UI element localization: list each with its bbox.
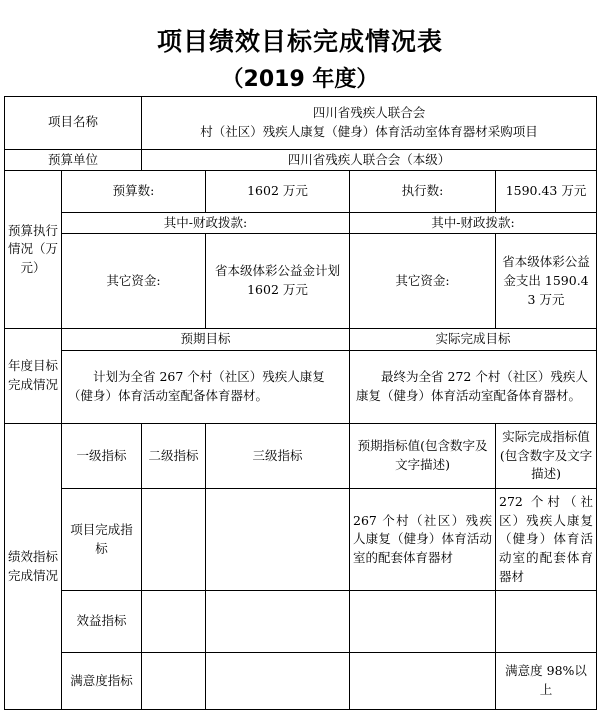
other-funds-label-left: 其它资金: <box>62 234 206 329</box>
level2-indicator-header: 二级指标 <box>142 424 206 489</box>
project-name-line2: 村（社区）残疾人康复（健身）体育活动室体育器材采购项目 <box>200 123 538 139</box>
other-funds-row <box>5 234 597 329</box>
level1-indicator: 满意度指标 <box>62 653 142 710</box>
level2-indicator <box>142 653 206 710</box>
other-funds-value-left: 省本级体彩公益金计划 1602 万元 <box>206 234 350 329</box>
level3-indicator <box>206 653 350 710</box>
expected-value-header: 预期指标值(包含数字及文字描述) <box>350 424 496 489</box>
execution-value: 1590.43 万元 <box>496 171 597 212</box>
annual-goals-row <box>5 350 597 423</box>
project-name-line1: 四川省残疾人联合会 <box>312 105 426 121</box>
budget-execution-section-label: 预算执行情况（万元） <box>5 171 62 329</box>
actual-value: 272 个村（社区）残疾人康复（健身）体育活动室的配套体育器材 <box>496 489 597 591</box>
fiscal-allocation-label-right: 其中-财政拨款: <box>350 212 597 234</box>
project-name-label: 项目名称 <box>5 97 142 150</box>
level2-indicator <box>142 591 206 653</box>
expected-goals-text: 计划为全省 267 个村（社区）残疾人康复（健身）体育活动室配备体育器材。 <box>62 350 350 423</box>
page-subtitle: （2019 年度） <box>221 67 379 92</box>
project-name-value <box>142 97 597 150</box>
indicators-section-label: 绩效指标完成情况 <box>5 424 62 710</box>
table-row <box>5 489 597 591</box>
fiscal-allocation-label-left: 其中-财政拨款: <box>62 212 350 234</box>
page-title: 项目绩效目标完成情况表 <box>156 27 443 56</box>
level1-indicator: 效益指标 <box>62 591 142 653</box>
expected-value <box>350 653 496 710</box>
performance-table <box>4 96 597 710</box>
level1-indicator-header: 一级指标 <box>62 424 142 489</box>
actual-value <box>496 591 597 653</box>
level1-indicator: 项目完成指标 <box>62 489 142 591</box>
table-row <box>5 591 597 653</box>
expected-value <box>350 591 496 653</box>
budget-unit-row <box>5 149 597 171</box>
budget-amount-row <box>5 171 597 212</box>
annual-goals-header-row <box>5 329 597 351</box>
project-name-row <box>5 97 597 150</box>
level3-indicator <box>206 591 350 653</box>
actual-goals-text: 最终为全省 272 个村（社区）残疾人康复（健身）体育活动室配备体育器材。 <box>350 350 597 423</box>
indicator-header-row <box>5 424 597 489</box>
expected-goals-header: 预期目标 <box>62 329 350 351</box>
actual-goals-header: 实际完成目标 <box>350 329 597 351</box>
level3-indicator-header: 三级指标 <box>206 424 350 489</box>
execution-label: 执行数: <box>350 171 496 212</box>
expected-value: 267 个村（社区）残疾人康复（健身）体育活动室的配套体育器材 <box>350 489 496 591</box>
fiscal-allocation-row <box>5 212 597 234</box>
budget-label: 预算数: <box>62 171 206 212</box>
table-row <box>5 653 597 710</box>
budget-unit-label: 预算单位 <box>5 149 142 171</box>
actual-value-header: 实际完成指标值(包含数字及文字描述) <box>496 424 597 489</box>
annual-goals-section-label: 年度目标完成情况 <box>5 329 62 424</box>
level3-indicator <box>206 489 350 591</box>
other-funds-value-right: 省本级体彩公益金支出 1590.43 万元 <box>496 234 597 329</box>
other-funds-label-right: 其它资金: <box>350 234 496 329</box>
budget-unit-value: 四川省残疾人联合会（本级） <box>142 149 597 171</box>
budget-value: 1602 万元 <box>206 171 350 212</box>
level2-indicator <box>142 489 206 591</box>
actual-value: 满意度 98%以上 <box>496 653 597 710</box>
